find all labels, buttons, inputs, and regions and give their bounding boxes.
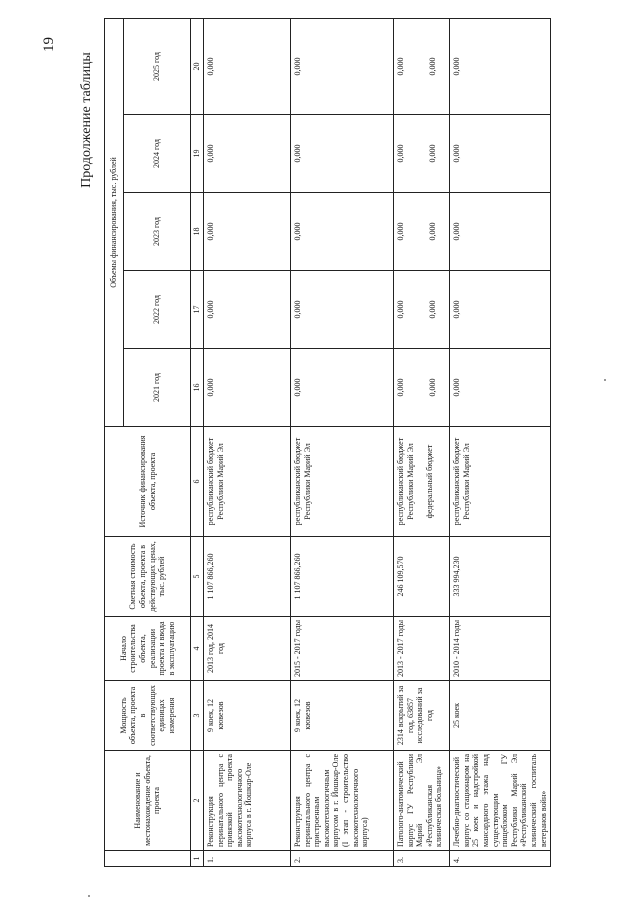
funding-cell — [450, 193, 551, 271]
column-number: 18 — [191, 193, 204, 271]
funding-value: 0,000 — [293, 144, 302, 163]
row-number: 1. — [204, 851, 291, 867]
funding-cell — [450, 115, 551, 193]
funding-value: 0,000 — [452, 144, 462, 163]
object-capacity: 2314 вскрытий за год, 63857 исследований за год — [394, 681, 450, 751]
column-number: 20 — [191, 18, 204, 114]
funding-value: 0,000 — [293, 57, 302, 76]
funding-cell — [291, 349, 394, 427]
object-name: Реконструкция перинатального центра с пристроенным высокотехнологичным корпусом в г. Йошкар-Оле (I этап - строительство высокотехнологичного корпуса) — [291, 751, 394, 851]
header-capacity: Мощность объекта, проекта в соответствующих единицах измерения — [105, 681, 191, 751]
header-year: 2025 год — [124, 18, 191, 114]
funding-value: 0,000 — [427, 222, 437, 241]
funding-value: 0,000 — [293, 222, 302, 241]
funding-value: 0,000 — [206, 222, 215, 241]
funding-value: 0,000 — [427, 300, 437, 319]
funding-cell — [394, 349, 450, 427]
funding-value: 0,000 — [452, 222, 462, 241]
column-number-row — [191, 18, 204, 866]
funding-cell — [291, 193, 394, 271]
header-year: 2023 год — [124, 193, 191, 271]
funding-value: 0,000 — [452, 300, 462, 319]
funding-source — [204, 427, 291, 537]
column-number: 4 — [191, 617, 204, 681]
table-row — [291, 18, 394, 866]
funding-source — [450, 427, 551, 537]
column-number: 19 — [191, 115, 204, 193]
object-name: Патолого-анатомический корпус ГУ Республики Марий Эл «Республиканская клиническая больница» — [394, 751, 450, 851]
page-number: 19 — [41, 37, 57, 52]
funding-cell — [450, 18, 551, 114]
column-number: 17 — [191, 271, 204, 349]
funding-cell — [394, 271, 450, 349]
column-number: 5 — [191, 537, 204, 617]
funding-cell — [204, 193, 291, 271]
header-start: Начало строительства объекта, реализации проекта и ввода в эксплуатацию — [105, 617, 191, 681]
funding-value: 0,000 — [206, 144, 215, 163]
object-capacity: 9 коек, 12 кювезов — [204, 681, 291, 751]
funding-source — [394, 427, 450, 537]
scan-speck — [604, 379, 606, 381]
funding-value: 0,000 — [206, 300, 215, 319]
object-start: 2010 - 2014 годы — [450, 617, 551, 681]
funding-cell — [291, 18, 394, 114]
object-start: 2013 год, 2014 год — [204, 617, 291, 681]
financing-table — [104, 18, 551, 867]
funding-value: 0,000 — [452, 378, 462, 397]
header-cost: Сметная стоимость объекта, проекта в действующих ценах, тыс. рублей — [105, 537, 191, 617]
object-capacity: 9 коек, 12 кювезов — [291, 681, 394, 751]
object-cost: 246 109,570 — [394, 537, 450, 617]
table-title: Продолжение таблицы — [79, 52, 94, 188]
funding-source-text: федеральный бюджет — [425, 444, 435, 519]
funding-value: 0,000 — [427, 144, 437, 163]
funding-value: 0,000 — [396, 144, 405, 163]
funding-source — [291, 427, 394, 537]
funding-cell — [204, 271, 291, 349]
column-number: 2 — [191, 751, 204, 851]
header-cell-blank — [105, 851, 191, 867]
object-name: Реконструкция перинатального центра с привязкой проекта высокотехнологичного корпуса в г. Йошкар-Оле — [204, 751, 291, 851]
table-row — [394, 18, 450, 866]
funding-value: 0,000 — [427, 57, 437, 76]
funding-cell — [291, 115, 394, 193]
funding-value: 0,000 — [206, 378, 215, 397]
funding-cell — [204, 18, 291, 114]
funding-value: 0,000 — [427, 378, 437, 397]
row-number: 3. — [394, 851, 450, 867]
object-start: 2013 - 2017 годы — [394, 617, 450, 681]
object-cost: 333 994,230 — [450, 537, 551, 617]
object-capacity: 25 коек — [450, 681, 551, 751]
funding-cell — [394, 115, 450, 193]
funding-cell — [394, 193, 450, 271]
funding-value: 0,000 — [396, 300, 405, 319]
funding-source-text: республиканский бюджет Республики Марий Эл — [452, 437, 471, 526]
header-year: 2022 год — [124, 271, 191, 349]
funding-cell — [204, 115, 291, 193]
funding-value: 0,000 — [293, 378, 302, 397]
header-name: Наименование и местонахождение объекта, проекта — [105, 751, 191, 851]
header-year: 2024 год — [124, 115, 191, 193]
funding-cell — [450, 349, 551, 427]
row-number: 4. — [450, 851, 551, 867]
funding-source-text: республиканский бюджет Республики Марий Эл — [293, 437, 312, 526]
column-number: 16 — [191, 349, 204, 427]
funding-cell — [394, 18, 450, 114]
funding-source-text: республиканский бюджет Республики Марий Эл — [206, 437, 225, 526]
funding-cell — [204, 349, 291, 427]
header-source: Источник финансирования объекта, проекта — [105, 427, 191, 537]
funding-cell — [291, 271, 394, 349]
object-cost: 1 107 866,260 — [291, 537, 394, 617]
funding-value: 0,000 — [396, 378, 405, 397]
funding-value: 0,000 — [396, 222, 405, 241]
column-number: 6 — [191, 427, 204, 537]
funding-value: 0,000 — [293, 300, 302, 319]
row-number: 2. — [291, 851, 394, 867]
column-number: 1 — [191, 851, 204, 867]
funding-value: 0,000 — [396, 57, 405, 76]
object-start: 2015 - 2017 годы — [291, 617, 394, 681]
object-name: Лечебно-диагностический корпус со стационаром на 25 коек и надстройкой мансардного этажа над существующим пищеблоком ГУ Республики Марий Эл «Республиканский клинический госпиталь ветеранов войн» — [450, 751, 551, 851]
table-row — [450, 18, 551, 866]
header-year: 2021 год — [124, 349, 191, 427]
scan-speck — [88, 895, 90, 897]
funding-value: 0,000 — [206, 57, 215, 76]
object-cost: 1 107 866,260 — [204, 537, 291, 617]
funding-source-text: республиканский бюджет Республики Марий Эл — [396, 437, 415, 526]
funding-value: 0,000 — [452, 57, 462, 76]
header-funding-group: Объемы финансирования, тыс. рублей — [105, 18, 124, 426]
table-row — [204, 18, 291, 866]
funding-cell — [450, 271, 551, 349]
column-number: 3 — [191, 681, 204, 751]
